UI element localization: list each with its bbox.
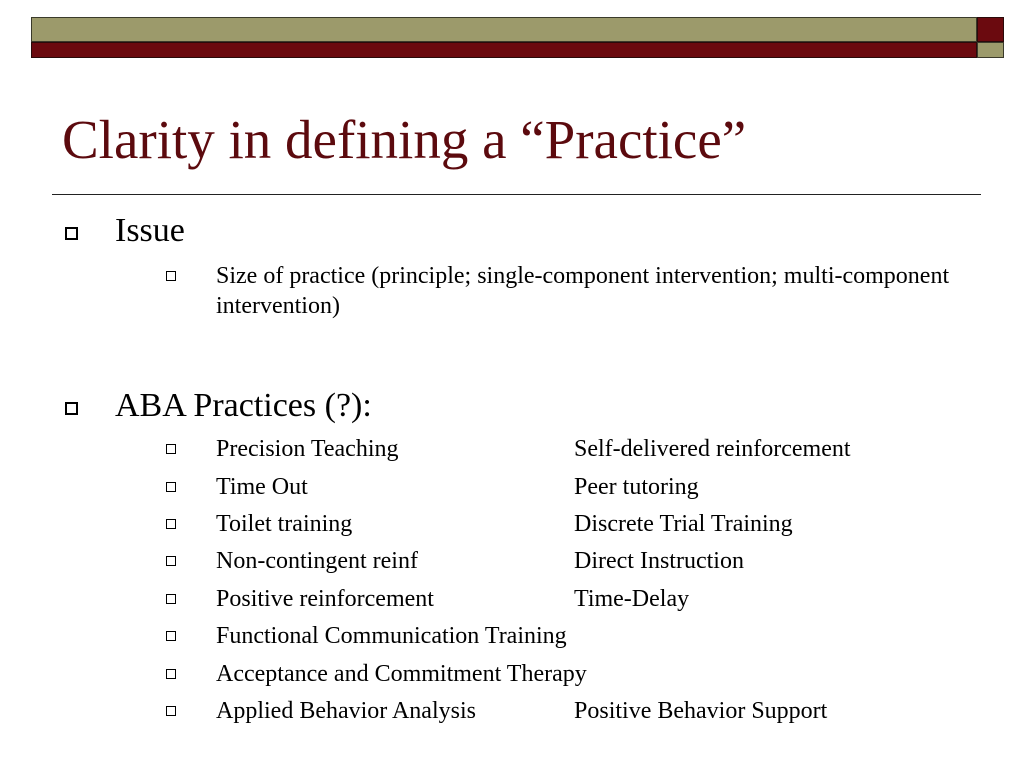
hollow-square-icon	[166, 594, 176, 604]
hollow-square-icon	[166, 444, 176, 454]
practice-left: Precision Teaching	[216, 436, 399, 462]
hollow-square-icon	[65, 402, 78, 415]
practice-left: Positive reinforcement	[216, 586, 434, 612]
header-bar-olive	[31, 17, 977, 42]
practice-left: Applied Behavior Analysis	[216, 698, 476, 724]
practice-right: Positive Behavior Support	[574, 698, 828, 724]
hollow-square-icon	[166, 631, 176, 641]
practice-right: Direct Instruction	[574, 548, 744, 574]
hollow-square-icon	[166, 271, 176, 281]
hollow-square-icon	[166, 556, 176, 566]
slide-title: Clarity in defining a “Practice”	[62, 109, 747, 170]
header-square-olive	[977, 42, 1004, 58]
practice-left: Toilet training	[216, 511, 353, 537]
practice-right: Self-delivered reinforcement	[574, 436, 851, 462]
hollow-square-icon	[166, 482, 176, 492]
hollow-square-icon	[166, 706, 176, 716]
hollow-square-icon	[166, 669, 176, 679]
hollow-square-icon	[166, 519, 176, 529]
header-bar-maroon	[31, 42, 977, 58]
practice-left: Time Out	[216, 474, 308, 500]
bullet-label: ABA Practices (?):	[115, 387, 372, 424]
practice-left: Acceptance and Commitment Therapy	[216, 661, 587, 687]
practice-right: Time-Delay	[574, 586, 690, 612]
header-square-maroon	[977, 17, 1004, 42]
sub-bullet-size-of-practice: Size of practice (principle; single-component intervention; multi-component intervention)	[216, 263, 950, 319]
practice-left: Functional Communication Training	[216, 623, 567, 649]
practice-left: Non-contingent reinf	[216, 548, 418, 574]
practice-right: Discrete Trial Training	[574, 511, 793, 537]
title-divider	[52, 194, 981, 195]
practice-right: Peer tutoring	[574, 474, 699, 500]
bullet-label: Issue	[115, 212, 185, 249]
hollow-square-icon	[65, 227, 78, 240]
